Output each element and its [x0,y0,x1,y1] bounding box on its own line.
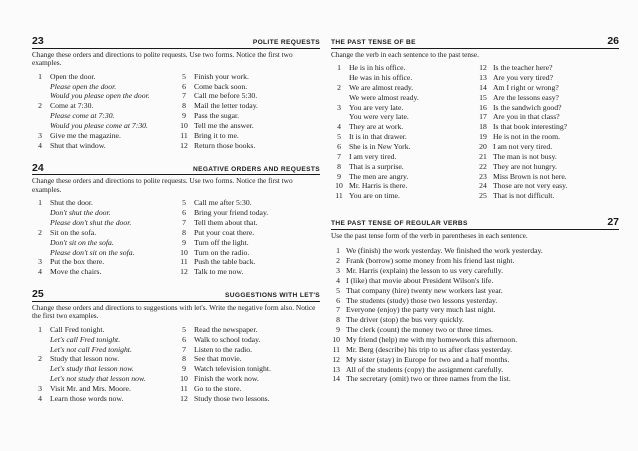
exercise-item: 4 Move the chairs. [38,267,102,277]
exercise-item: 2 Study that lesson now. [38,354,120,364]
exercise-item: 18 Is that book interesting? [479,122,568,132]
exercise-item: 8 Put your coat there. [182,227,255,237]
exercise-item: 12 Study those two lessons. [180,393,270,403]
exercise-item: 8 See that movie. [182,354,242,364]
exercise-item: 23 Miss Brown is not here. [479,171,567,181]
example-answer: Let's not call Fred tonight. [50,344,132,354]
exercise-item: 17 Are you in that class? [479,112,560,122]
exercise-column-right [176,198,320,277]
instructions: Change these orders and directions to polite requests. Use two forms. Notice the first two examples. [32,49,293,68]
section-26 [331,36,619,201]
exercise-item: 1 Call Fred tonight. [38,324,105,334]
exercise-item: 12 My sister (stay) in Europe for two and a half months. [332,354,510,364]
example-answer: Please open the door. [50,81,117,91]
exercise-item: 12 Is the teacher here? [479,63,553,73]
exercise-item: 21 The man is not busy. [479,151,557,161]
exercise-item: 6 She is in New York. [337,141,411,151]
exercise-item: 25 That is not difficult. [479,191,555,201]
exercise-item: 6 Come back soon. [182,81,248,91]
instructions: Use the past tense form of the verb in parentheses in each sentence. [331,230,528,240]
section-title: THE PAST TENSE OF REGULAR VERBS [331,220,468,228]
exercise-item: 13 Are you very tired? [479,72,553,82]
exercise-item: 13 All of the students (copy) the assignment carefully. [332,364,504,374]
exercise-item: 11 Mr. Berg (describe) his trip to us after class yesterday. [332,344,513,354]
right-page [331,36,619,396]
section-25 [32,289,320,404]
exercise-item: 12 Return those books. [180,140,256,150]
exercise-item: 8 Mail the letter today. [182,101,258,111]
exercise-list [331,63,619,201]
example-answer: Let's study that lesson now. [50,364,134,374]
exercise-item: 3 Give me the magazine. [38,130,121,140]
exercise-column-left [32,198,176,277]
exercise-list [331,246,619,384]
exercise-item: 10 Finish the work now. [180,374,259,384]
exercise-item: 10 Mr. Harris is there. [335,181,408,191]
exercise-item: 4 I (like) that movie about President Wilson's life. [336,275,494,285]
section-title: POLITE REQUESTS [252,39,320,47]
section-number: 25 [32,288,44,301]
section-header [331,217,619,230]
example-answer: We were almost ready. [349,92,419,102]
exercise-item: 14 Am I right or wrong? [479,82,559,92]
exercise-item: 5 Finish your work. [182,71,249,81]
exercise-list [32,72,320,151]
example-answer: Don't sit on the sofa. [50,237,114,247]
exercise-item: 5 Call me after 5:30. [182,198,252,208]
exercise-item: 10 Turn on the radio. [180,247,250,257]
exercise-item: 6 The students (study) those two lessons yesterday. [336,295,498,305]
exercise-item: 22 They are not hungry. [479,161,557,171]
example-answer: He was in his office. [349,72,413,82]
exercise-item: 5 That company (hire) twenty new workers last year. [336,285,503,295]
exercise-item: 2 Sit on the sofa. [38,227,97,237]
example-answer: Please come at 7:30. [50,111,115,121]
exercise-item: 8 The driver (stop) the bus very quickly. [336,315,464,325]
example-answer: You were very late. [349,112,409,122]
section-24 [32,163,320,278]
instructions: Change these orders and directions to polite requests. Use two forms. Notice the first two examples. [32,176,293,194]
exercise-item: 7 Tell them about that. [182,218,258,228]
exercise-item: 8 That is a surprise. [337,161,404,171]
exercise-item: 11 Push the table back. [180,257,256,267]
exercise-column-left [32,325,176,404]
exercise-item: 6 Bring your friend today. [182,208,269,218]
example-answer: Please don't sit on the sofa. [50,247,135,257]
exercise-item: 19 He is not in the room. [479,132,561,142]
exercise-item: 3 You are very late. [337,102,404,112]
exercise-item: 3 Visit Mr. and Mrs. Moore. [38,384,131,394]
example-answer: Would you please come at 7:30. [50,121,148,131]
exercise-item: 3 Mr. Harris (explain) the lesson to us very carefully. [336,265,504,275]
exercise-item: 6 Walk to school today. [182,334,261,344]
exercise-list [32,198,320,277]
section-header [331,36,619,49]
example-answer: Please don't shut the door. [50,218,132,228]
section-number: 24 [32,161,44,174]
exercise-item: 2 Come at 7:30. [38,101,94,111]
exercise-list [32,325,320,404]
example-answer: Let's call Fred tonight. [50,334,121,344]
exercise-item: 15 Are the lessons easy? [479,92,559,102]
exercise-item: 7 Call me before 5:30. [182,91,258,101]
exercise-item: 4 Shut that window. [38,140,106,150]
exercise-item: 9 Pass the sugar. [182,111,240,121]
exercise-item: 9 The men are angry. [337,171,409,181]
exercise-item: 11 Bring it to me. [180,130,239,140]
exercise-item: 10 Tell me the answer. [180,121,254,131]
exercise-item: 1 We (finish) the work yesterday. We finished the work yesterday. [336,246,543,256]
section-27 [331,217,619,384]
exercise-item: 2 We are almost ready. [337,82,414,92]
exercise-column-right [176,72,320,151]
exercise-item: 9 Watch television tonight. [182,364,271,374]
exercise-item: 24 Those are not very easy. [479,181,568,191]
example-answer: Would you please open the door. [50,91,150,101]
page-number: 26 [607,35,619,47]
exercise-column-left [331,63,475,201]
exercise-item: 7 Listen to the radio. [182,344,253,354]
example-answer: Don't shut the door. [50,208,111,218]
exercise-item: 1 He is in his office. [337,63,406,73]
exercise-item: 16 Is the sandwich good? [479,102,562,112]
section-header [32,289,320,302]
section-title: SUGGESTIONS WITH LET'S [225,292,320,300]
exercise-item: 5 Read the newspaper. [182,324,258,334]
exercise-item: 9 Turn off the light. [182,237,249,247]
exercise-item: 11 Go to the store. [180,384,242,394]
exercise-item: 5 It is in that drawer. [337,132,407,142]
section-title: THE PAST TENSE OF BE [331,39,416,47]
section-title: NEGATIVE ORDERS AND REQUESTS [192,165,320,173]
page-number: 23 [32,35,44,47]
exercise-item: 7 I am very tired. [337,151,397,161]
instructions: Change these orders and directions to suggestions with let's. Write the negative form also. Notice the first two examples. [32,302,316,321]
exercise-column-left [32,72,176,151]
section-header [32,163,320,176]
exercise-item: 7 Everyone (enjoy) the party very much last night. [336,305,496,315]
left-page [32,36,320,416]
section-header [32,36,320,49]
exercise-item: 4 They are at work. [337,122,404,132]
section-number: 27 [607,216,619,229]
instructions: Change the verb in each sentence to the past tense. [331,49,479,59]
exercise-item: 14 The secretary (omit) two or three names from the list. [332,374,511,384]
exercise-item: 2 Frank (borrow) some money from his friend last night. [336,256,515,266]
example-answer: Let's not study that lesson now. [50,374,146,384]
exercise-item: 3 Put the box there. [38,257,105,267]
exercise-column-right [475,63,619,201]
exercise-item: 4 Learn those words now. [38,393,124,403]
exercise-item: 9 The clerk (count) the money two or three times. [336,325,494,335]
exercise-item: 20 I am not very tired. [479,141,553,151]
exercise-item: 1 Open the door. [38,71,96,81]
exercise-column-right [176,325,320,404]
exercise-item: 12 Talk to me now. [180,267,244,277]
section-23 [32,36,320,151]
exercise-item: 1 Shut the door. [38,198,93,208]
exercise-item: 10 My friend (help) me with my homework this afternoon. [332,334,518,344]
exercise-item: 11 You are on time. [335,191,400,201]
